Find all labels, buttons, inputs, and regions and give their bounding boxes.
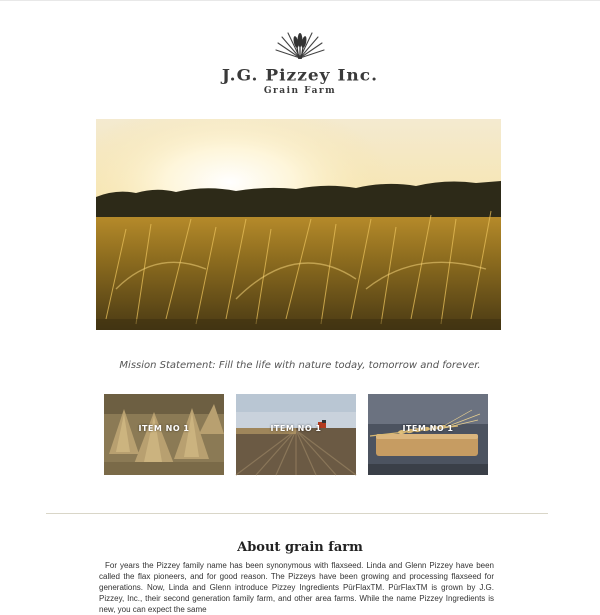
section-divider xyxy=(46,513,548,514)
item-3-label: ITEM NO 1 xyxy=(402,424,454,433)
about-title: About grain farm xyxy=(237,540,363,555)
mission-statement: Mission Statement: Fill the life with nature today, tomorrow and forever. xyxy=(119,360,481,371)
hero-image xyxy=(96,119,501,330)
item-1-label: ITEM NO 1 xyxy=(138,424,190,433)
item-card-2[interactable] xyxy=(236,394,356,475)
site-logo[interactable] xyxy=(0,30,600,96)
item-3-image xyxy=(368,394,488,475)
top-border xyxy=(0,0,600,1)
item-1-image xyxy=(104,394,224,475)
wheat-sunburst-icon xyxy=(272,30,328,64)
company-name: J.G. Pizzey Inc. xyxy=(221,66,379,86)
item-card-3[interactable] xyxy=(368,394,488,475)
item-card-1[interactable] xyxy=(104,394,224,475)
item-2-image xyxy=(236,394,356,475)
about-body: For years the Pizzey family name has been synonymous with flaxseed. Linda and Glenn Pizzey have been called the flax pioneers, and for good reason. The Pizzeys have been growing and processing flaxseed for generations. Now, Linda and Glenn introduce Pizzey Ingredients PūrFlaxTM. PūrFlaxTM is grown by J.G. Pizzey, Inc., their second generation family farm, and other area farms. While the name Pizzey Ingredients is new, you can expect the same xyxy=(99,561,494,614)
company-subtitle: Grain Farm xyxy=(263,86,337,96)
item-2-label: ITEM NO 1 xyxy=(270,424,322,433)
